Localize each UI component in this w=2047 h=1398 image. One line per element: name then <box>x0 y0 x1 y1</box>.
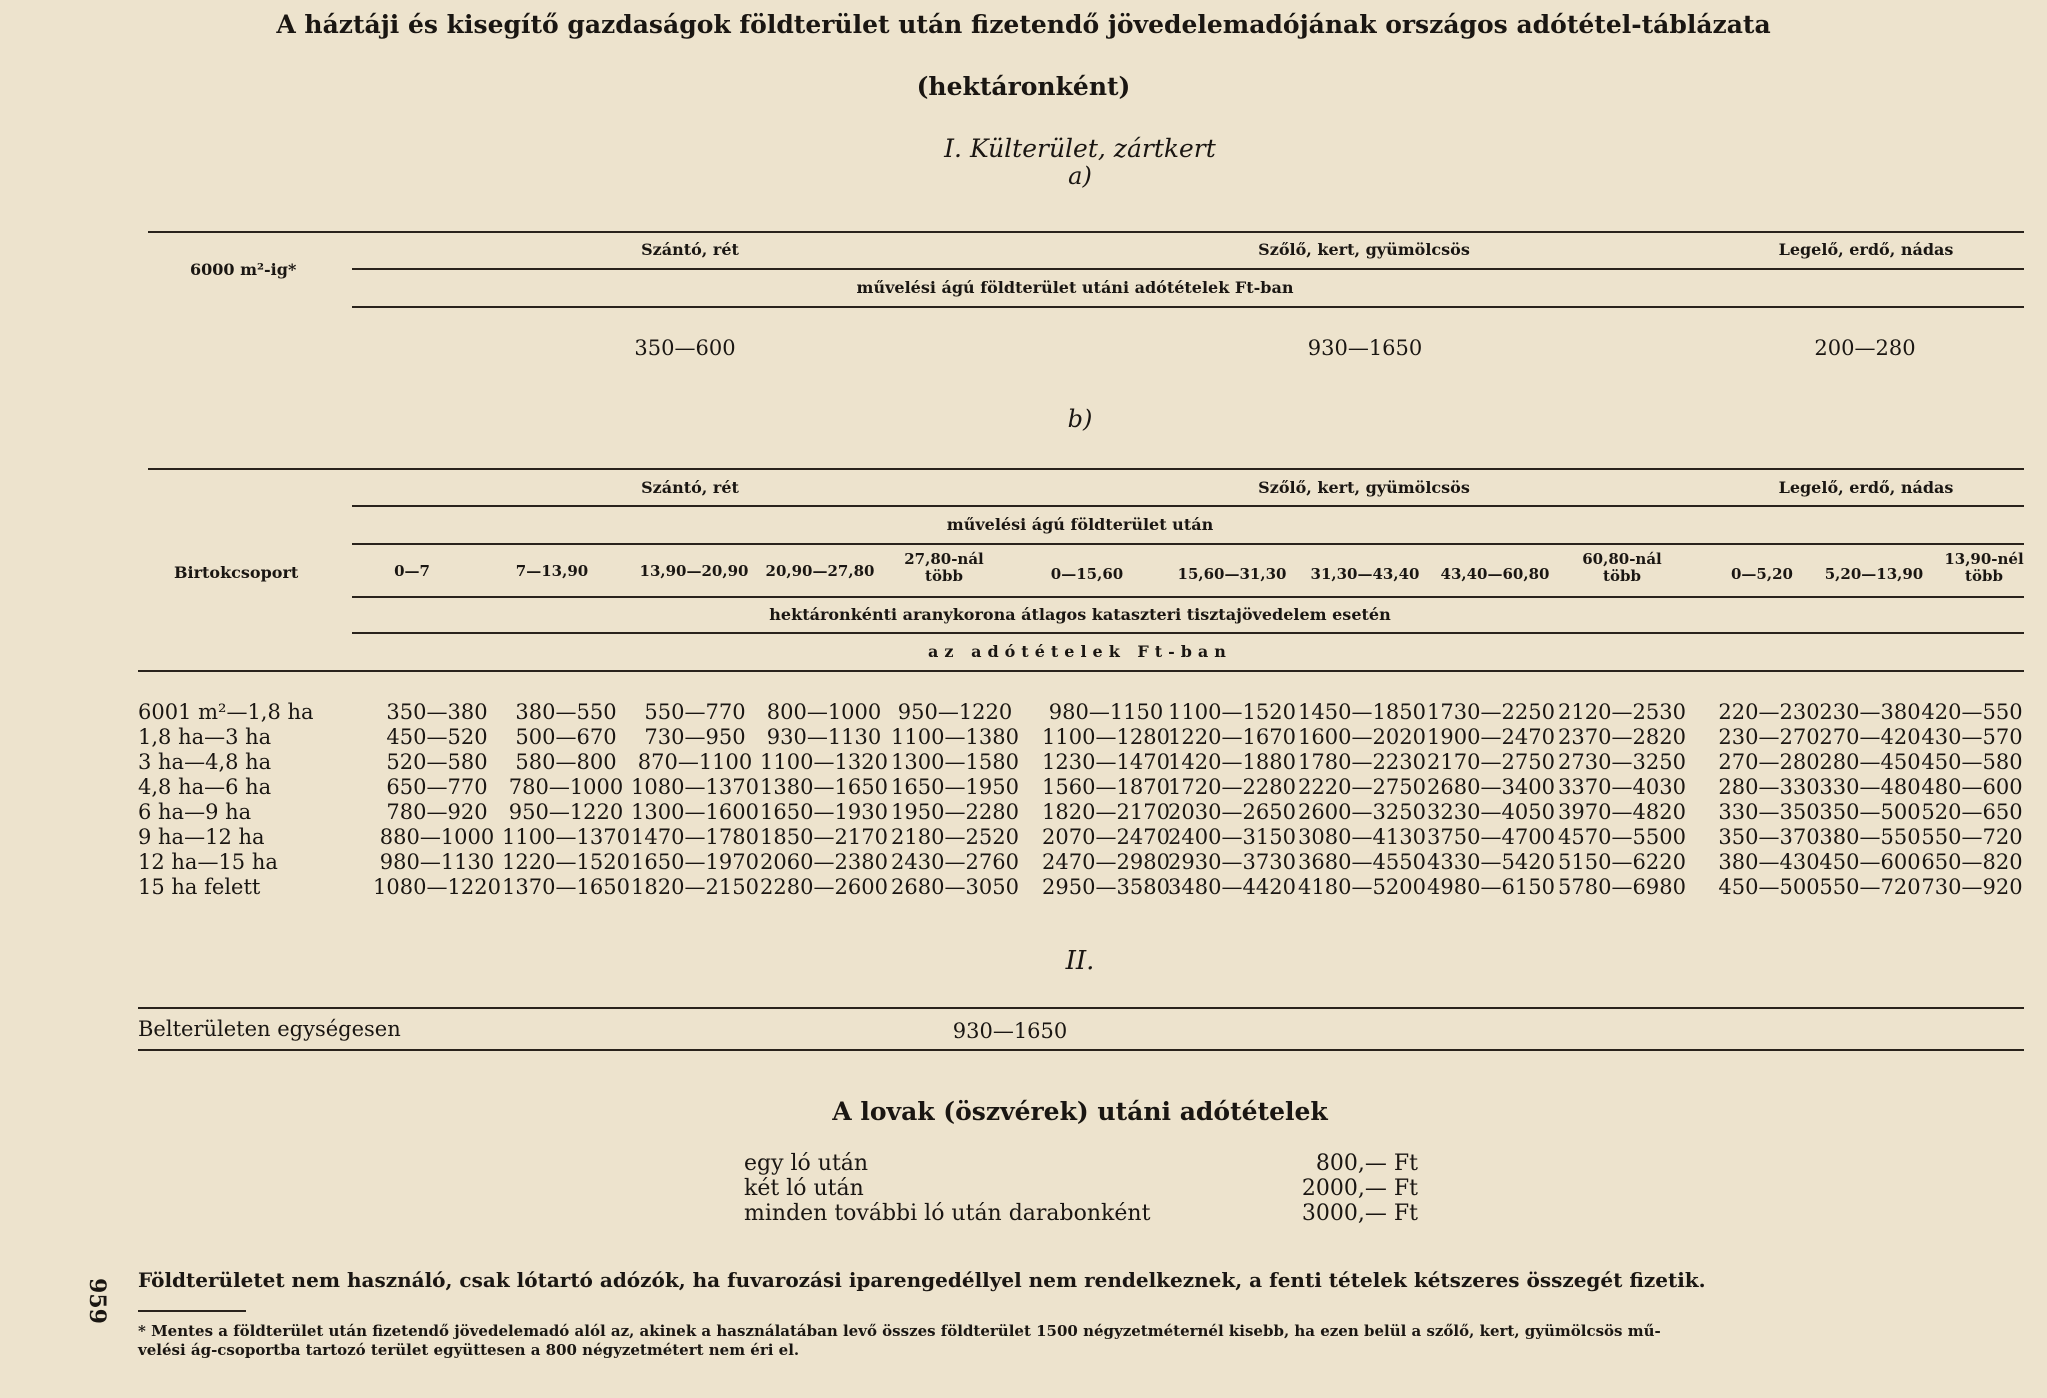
table-cell: 950—1220 <box>508 800 624 824</box>
table-cell: 5150—6220 <box>1558 850 1686 874</box>
table-cell: 1300—1600 <box>631 800 759 824</box>
row-label: 3 ha—4,8 ha <box>138 750 272 774</box>
subcol-header: 0—15,60 <box>1050 565 1124 583</box>
table-cell: 2950—3580 <box>1042 875 1170 899</box>
table-cell: 2680—3400 <box>1427 775 1555 799</box>
table-cell: 780—1000 <box>508 775 624 799</box>
table-cell: 350—500 <box>1819 800 1921 824</box>
part-b-group-szolo: Szőlő, kert, gyümölcsös <box>1258 478 1470 497</box>
table-cell: 1850—2170 <box>760 825 888 849</box>
table-cell: 1950—2280 <box>891 800 1019 824</box>
table-cell: 1100—1520 <box>1168 700 1296 724</box>
subcol-header: 27,80-nál több <box>904 550 984 585</box>
horse-label: minden további ló után darabonként <box>744 1201 1151 1226</box>
table-cell: 1650—1970 <box>631 850 759 874</box>
table-cell: 2070—2470 <box>1042 825 1170 849</box>
table-cell: 280—330 <box>1718 775 1820 799</box>
table-cell: 1470—1780 <box>631 825 759 849</box>
table-cell: 2430—2760 <box>891 850 1019 874</box>
table-cell: 2680—3050 <box>891 875 1019 899</box>
horses-heading: A lovak (öszvérek) utáni adótételek <box>832 1097 1328 1126</box>
row-label: 6 ha—9 ha <box>138 800 252 824</box>
subcol-header: 60,80-nál több <box>1582 550 1662 585</box>
subcol-header: 5,20—13,90 <box>1824 565 1924 583</box>
part-b-label: b) <box>1067 405 1093 433</box>
table-cell: 2470—2980 <box>1042 850 1170 874</box>
table-cell: 1780—2230 <box>1298 750 1426 774</box>
table-cell: 520—650 <box>1921 800 2023 824</box>
table-cell: 2400—3150 <box>1168 825 1296 849</box>
table-cell: 550—770 <box>644 700 746 724</box>
footnote-line1: * Mentes a földterület után fizetendő jövedelemadó alól az, akinek a használatában levő összes földterület 1500 négyzetméternél kisebb, ha ezen belül a szőlő, kert, gyümölcsös mű- <box>138 1322 1661 1340</box>
table-cell: 880—1000 <box>379 825 495 849</box>
note-text: Földterületet nem használó, csak lótartó adózók, ha fuvarozási iparengedéllyel nem rendelkeznek, a fenti tételek kétszeres összegét fizetik. <box>138 1268 1706 1292</box>
subcol-header: 20,90—27,80 <box>765 562 875 580</box>
section2-heading: II. <box>1065 946 1095 976</box>
part-a-value-szanto: 350—600 <box>634 336 736 360</box>
table-cell: 550—720 <box>1921 825 2023 849</box>
table-cell: 430—570 <box>1921 725 2023 749</box>
table-cell: 5780—6980 <box>1558 875 1686 899</box>
table-cell: 1100—1370 <box>502 825 630 849</box>
table-cell: 1100—1320 <box>760 750 888 774</box>
table-cell: 1380—1650 <box>760 775 888 799</box>
part-b-subheader3: az adótételek Ft-ban <box>928 642 1232 661</box>
table-cell: 270—420 <box>1819 725 1921 749</box>
table-cell: 220—230 <box>1718 700 1820 724</box>
table-cell: 230—380 <box>1819 700 1921 724</box>
table-cell: 2730—3250 <box>1558 750 1686 774</box>
table-cell: 3750—4700 <box>1427 825 1555 849</box>
subcol-header: 7—13,90 <box>515 562 589 580</box>
table-cell: 230—270 <box>1718 725 1820 749</box>
table-cell: 2120—2530 <box>1558 700 1686 724</box>
part-a-col-szolo: Szőlő, kert, gyümölcsös <box>1258 240 1470 259</box>
table-cell: 1820—2170 <box>1042 800 1170 824</box>
table-cell: 980—1130 <box>379 850 495 874</box>
table-cell: 1720—2280 <box>1168 775 1296 799</box>
table-cell: 550—720 <box>1819 875 1921 899</box>
part-b-row-header: Birtokcsoport <box>174 563 299 582</box>
page-number: 959 <box>83 1278 110 1324</box>
table-cell: 2280—2600 <box>760 875 888 899</box>
subcol-header: 0—7 <box>394 562 430 580</box>
part-a-value-legelo: 200—280 <box>1814 336 1916 360</box>
table-cell: 1100—1280 <box>1042 725 1170 749</box>
table-cell: 870—1100 <box>637 750 753 774</box>
table-cell: 1650—1950 <box>891 775 1019 799</box>
table-cell: 1820—2150 <box>631 875 759 899</box>
table-cell: 350—370 <box>1718 825 1820 849</box>
table-cell: 280—450 <box>1819 750 1921 774</box>
table-cell: 2930—3730 <box>1168 850 1296 874</box>
part-a-value-szolo: 930—1650 <box>1307 336 1423 360</box>
subcol-header: 13,90-nél több <box>1944 550 2024 585</box>
part-a-col-szanto: Szántó, rét <box>641 240 739 259</box>
table-cell: 380—550 <box>1819 825 1921 849</box>
table-cell: 980—1150 <box>1048 700 1164 724</box>
table-cell: 270—280 <box>1718 750 1820 774</box>
row-label: 6001 m²—1,8 ha <box>138 700 314 724</box>
table-cell: 2170—2750 <box>1427 750 1555 774</box>
section2-value: 930—1650 <box>952 1019 1068 1043</box>
table-cell: 1560—1870 <box>1042 775 1170 799</box>
table-cell: 4570—5500 <box>1558 825 1686 849</box>
row-label: 1,8 ha—3 ha <box>138 725 272 749</box>
table-cell: 580—800 <box>515 750 617 774</box>
horse-value: 3000,— Ft <box>1301 1201 1418 1226</box>
table-cell: 380—550 <box>515 700 617 724</box>
table-cell: 950—1220 <box>897 700 1013 724</box>
row-label: 9 ha—12 ha <box>138 825 265 849</box>
table-cell: 3680—4550 <box>1298 850 1426 874</box>
part-b-subheader2: hektáronkénti aranykorona átlagos kataszteri tisztajövedelem esetén <box>769 605 1391 624</box>
table-cell: 1600—2020 <box>1298 725 1426 749</box>
page-title: A háztáji és kisegítő gazdaságok földterület után fizetendő jövedelemadójának országos adótétel-táblázata <box>276 10 1771 39</box>
horse-value: 2000,— Ft <box>1301 1176 1418 1201</box>
table-cell: 520—580 <box>386 750 488 774</box>
horse-value: 800,— Ft <box>1315 1151 1418 1176</box>
table-cell: 1900—2470 <box>1427 725 1555 749</box>
row-label: 4,8 ha—6 ha <box>138 775 272 799</box>
part-a-row-label: 6000 m²-ig* <box>190 260 297 279</box>
table-cell: 780—920 <box>386 800 488 824</box>
table-cell: 450—520 <box>386 725 488 749</box>
table-cell: 2180—2520 <box>891 825 1019 849</box>
table-cell: 2220—2750 <box>1298 775 1426 799</box>
table-cell: 1370—1650 <box>502 875 630 899</box>
table-cell: 480—600 <box>1921 775 2023 799</box>
part-b-subheader1: művelési ágú földterület után <box>946 515 1214 534</box>
table-cell: 800—1000 <box>766 700 882 724</box>
part-a-subheader: művelési ágú földterület utáni adótételek Ft-ban <box>856 278 1294 297</box>
table-cell: 4180—5200 <box>1298 875 1426 899</box>
table-cell: 4330—5420 <box>1427 850 1555 874</box>
table-cell: 1080—1370 <box>631 775 759 799</box>
table-cell: 730—920 <box>1921 875 2023 899</box>
table-cell: 2600—3250 <box>1298 800 1426 824</box>
table-cell: 3480—4420 <box>1168 875 1296 899</box>
horse-label: egy ló után <box>744 1151 869 1176</box>
table-cell: 1230—1470 <box>1042 750 1170 774</box>
section1-heading: I. Külterület, zártkert <box>944 134 1216 163</box>
table-cell: 1300—1580 <box>891 750 1019 774</box>
table-cell: 4980—6150 <box>1427 875 1555 899</box>
table-cell: 3970—4820 <box>1558 800 1686 824</box>
page-subtitle: (hektáronként) <box>916 72 1131 101</box>
subcol-header: 0—5,20 <box>1731 565 1793 583</box>
section2-row-label: Belterületen egységesen <box>138 1017 401 1041</box>
table-cell: 1450—1850 <box>1298 700 1426 724</box>
part-b-group-szanto: Szántó, rét <box>641 478 739 497</box>
part-a-label: a) <box>1068 162 1092 190</box>
table-cell: 330—350 <box>1718 800 1820 824</box>
subcol-header: 31,30—43,40 <box>1310 565 1420 583</box>
subcol-header: 15,60—31,30 <box>1177 565 1287 583</box>
table-cell: 500—670 <box>515 725 617 749</box>
table-cell: 450—500 <box>1718 875 1820 899</box>
table-cell: 350—380 <box>386 700 488 724</box>
table-cell: 1220—1670 <box>1168 725 1296 749</box>
subcol-header: 13,90—20,90 <box>639 562 749 580</box>
table-cell: 2060—2380 <box>760 850 888 874</box>
part-a-col-legelo: Legelő, erdő, nádas <box>1778 240 1954 259</box>
table-cell: 2370—2820 <box>1558 725 1686 749</box>
table-cell: 650—770 <box>386 775 488 799</box>
table-cell: 1220—1520 <box>502 850 630 874</box>
table-cell: 380—430 <box>1718 850 1820 874</box>
table-cell: 3370—4030 <box>1558 775 1686 799</box>
table-cell: 2030—2650 <box>1168 800 1296 824</box>
subcol-header: 43,40—60,80 <box>1440 565 1550 583</box>
table-cell: 1420—1880 <box>1168 750 1296 774</box>
table-cell: 3230—4050 <box>1427 800 1555 824</box>
row-label: 12 ha—15 ha <box>138 850 278 874</box>
table-cell: 930—1130 <box>766 725 882 749</box>
table-cell: 450—600 <box>1819 850 1921 874</box>
table-cell: 330—480 <box>1819 775 1921 799</box>
table-cell: 730—950 <box>644 725 746 749</box>
table-cell: 1650—1930 <box>760 800 888 824</box>
footnote-line2: velési ág-csoportba tartozó terület együttesen a 800 négyzetmétert nem éri el. <box>138 1341 800 1359</box>
table-cell: 420—550 <box>1921 700 2023 724</box>
table-cell: 450—580 <box>1921 750 2023 774</box>
table-cell: 3080—4130 <box>1298 825 1426 849</box>
row-label: 15 ha felett <box>138 875 261 899</box>
table-cell: 1100—1380 <box>891 725 1019 749</box>
table-cell: 1730—2250 <box>1427 700 1555 724</box>
table-cell: 650—820 <box>1921 850 2023 874</box>
part-b-group-legelo: Legelő, erdő, nádas <box>1778 478 1954 497</box>
table-cell: 1080—1220 <box>373 875 501 899</box>
horse-label: két ló után <box>744 1176 864 1201</box>
